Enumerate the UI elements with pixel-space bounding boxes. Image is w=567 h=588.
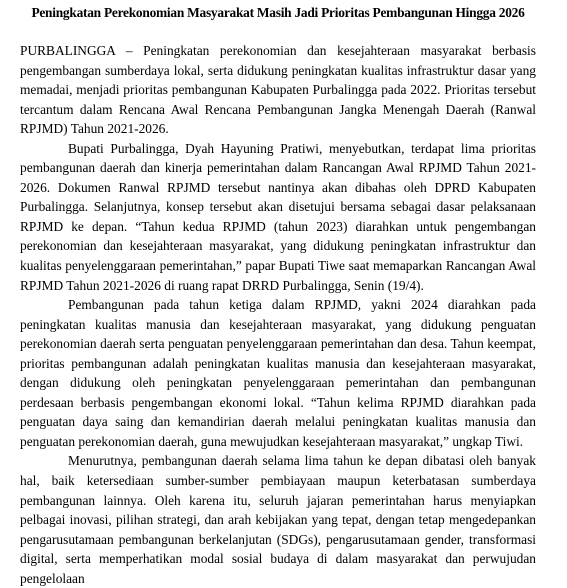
article-body bbox=[20, 41, 536, 588]
article-paragraph-4: Menurutnya, pembangunan daerah selama lima tahun ke depan dibatasi oleh banyak hal, baik ketersediaan sumber-sumber pembiayaan maupun keterbatasan sumberdaya pembangunan lainnya. Oleh karena itu, seluruh jajaran pemerintahan harus menyiapkan pelbagai inovasi, pilihan strategi, dan arah kebijakan yang tepat, dengan tetap mengedepankan pengarusutamaan pembangunan berkelanjutan (SDGs), pengarusutamaan gender, transformasi digital, serta memperhatikan modal sosial budaya di dalam masyarakat dan perwujudan pengelolaan bbox=[20, 453, 536, 586]
article-paragraph-1: PURBALINGGA – Peningkatan perekonomian dan kesejahteraan masyarakat berbasis pengembangan sumberdaya lokal, serta didukung peningkatan kualitas infrastruktur dasar yang memadai, menjadi prioritas pembangunan Kabupaten Purbalingga pada 2022. Prioritas tersebut tercantum dalam Rencana Awal Rencana Pembangunan Jangka Menengah Daerah (Ranwal RPJMD) Tahun 2021-2026. bbox=[20, 43, 536, 137]
article-title: Peningkatan Perekonomian Masyarakat Masih Jadi Prioritas Pembangunan Hingga 2026 bbox=[31, 5, 525, 20]
article-paragraph-3: Pembangunan pada tahun ketiga dalam RPJMD, yakni 2024 diarahkan pada peningkatan kualitas manusia dan kesejahteraan masyarakat, yang didukung penguatan perekonomian daerah serta penguatan penyelenggaraan pemerintahan dan desa. Tahun keempat, prioritas pembangunan adalah peningkatan kualitas manusia dan kesejahteraan masyarakat, dengan didukung oleh peningkatan penyelenggaraan pemerintahan dan pembangunan perdesaan berbasis pengembangan ekonomi lokal. “Tahun kelima RPJMD diarahkan pada penguatan daya saing dan kemandirian daerah melalui peningkatan kualitas manusia dan penguatan perekonomian daerah, guna mewujudkan kesejahteraan masyarakat,” ungkap Tiwi. bbox=[20, 297, 536, 449]
document-page bbox=[20, 0, 536, 588]
article-paragraph-2: Bupati Purbalingga, Dyah Hayuning Pratiwi, menyebutkan, terdapat lima prioritas pembangunan daerah dan kinerja pemerintahan dalam Rancangan Awal RPJMD Tahun 2021-2026. Dokumen Ranwal RPJMD tersebut nantinya akan dibahas oleh DPRD Kabupaten Purbalingga. Selanjutnya, konsep tersebut akan disetujui bersama sebagai dasar pelaksanaan RPJMD ke depan. “Tahun kedua RPJMD (tahun 2023) diarahkan untuk pengembangan perekonomian dan kesejahteraan masyarakat, yang didukung peningkatan infrastruktur dan kualitas penyelenggaraan pemerintahan,” papar Bupati Tiwe saat memaparkan Rancangan Awal RPJMD Tahun 2021-2026 di ruang rapat DRRD Purbalingga, Senin (19/4). bbox=[20, 140, 536, 293]
